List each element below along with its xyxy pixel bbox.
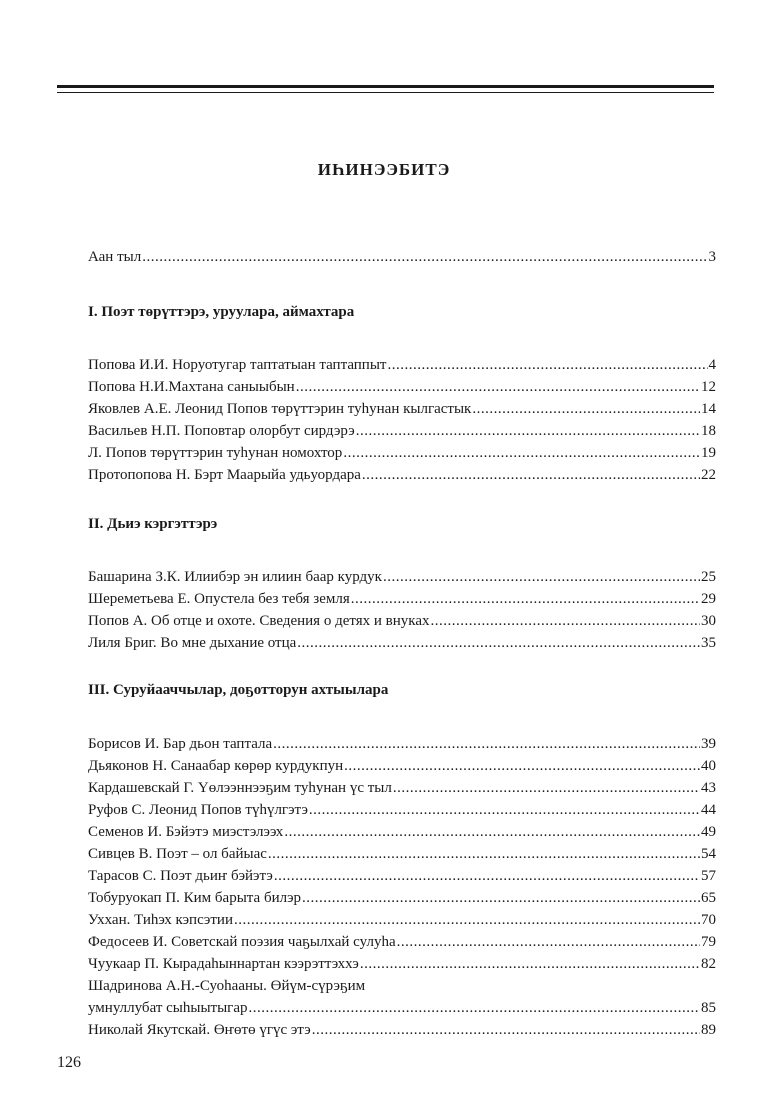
dot-leader: [274, 865, 700, 887]
toc-entry: [88, 733, 716, 755]
toc-entry-text: Попова Н.И.Махтана саныыбын: [88, 379, 295, 395]
dot-leader: [268, 843, 700, 865]
toc-entry: [88, 632, 716, 654]
dot-leader: [430, 610, 700, 632]
toc-entry-text: Николай Якутскай. Өҥөтө үгүс этэ: [88, 1022, 311, 1038]
toc-entry: [88, 777, 716, 799]
dot-leader: [248, 997, 700, 1019]
dot-leader: [302, 887, 700, 909]
toc-entry-page: 12: [701, 379, 716, 395]
toc-entry: [88, 887, 716, 909]
toc-entry-page: 49: [701, 824, 716, 840]
toc-entry-page: 65: [701, 890, 716, 906]
dot-leader: [284, 821, 700, 843]
toc-entry-text: Лиля Бриг. Во мне дыхание отца: [88, 635, 297, 651]
dot-leader: [273, 733, 700, 755]
toc-entry-text: Васильев Н.П. Поповтар олорбут сирдэрэ: [88, 423, 355, 439]
dot-leader: [397, 931, 700, 953]
toc-entry-page: 70: [701, 912, 716, 928]
dot-leader: [343, 442, 700, 464]
toc-entry-intro: [88, 246, 716, 268]
toc-entry: [88, 610, 716, 632]
dot-leader: [383, 566, 700, 588]
toc-entry-text: Тобуруокап П. Ким барыта билэр: [88, 890, 302, 906]
toc-entry-page: 35: [701, 635, 716, 651]
toc-entry-page: 22: [701, 467, 716, 483]
toc-entry-text: Шереметьева Е. Опустела без тебя земля: [88, 591, 350, 607]
toc-entry-text: Руфов С. Леонид Попов түһүлгэтэ: [88, 802, 308, 818]
toc-entry-page: 43: [701, 780, 716, 796]
toc-entry-text: Уххан. Тиһэх кэпсэтии: [88, 912, 233, 928]
toc-entry: [88, 843, 716, 865]
dot-leader: [309, 799, 700, 821]
toc-entry-text: Семенов И. Бэйэтэ миэстэлээх: [88, 824, 284, 840]
page-title: ИҺИНЭЭБИТЭ: [317, 160, 451, 179]
toc-entry-page: 82: [701, 956, 716, 972]
dot-leader: [472, 398, 700, 420]
section-heading-1: I. Поэт төрүттэрэ, уруулара, аймахтара: [88, 304, 355, 320]
toc-entry: [88, 376, 716, 398]
dot-leader: [356, 420, 700, 442]
toc-entry: [88, 566, 716, 588]
toc-entry-page: 57: [701, 868, 716, 884]
dot-leader: [234, 909, 700, 931]
toc-entry-text: Чуукаар П. Кырадаһыннартан кээрэттэххэ: [88, 956, 359, 972]
dot-leader: [393, 777, 700, 799]
dot-leader: [351, 588, 700, 610]
toc-entry-text: Протопопова Н. Бэрт Маарыйа удьуордара: [88, 467, 361, 483]
toc-entry: [88, 354, 716, 376]
toc-entry-text-line1: Шадринова А.Н.-Суоһааны. Өйүм-сүрэҕим: [88, 978, 366, 994]
toc-entry-text: Дьяконов Н. Санаабар көрөр курдукпун: [88, 758, 344, 774]
toc-entry-text: Попов А. Об отце и охоте. Сведения о детях и внуках: [88, 613, 430, 629]
toc-entry-text: Сивцев В. Поэт – ол байыас: [88, 846, 267, 862]
dot-leader: [297, 632, 700, 654]
toc-entry-page: 79: [701, 934, 716, 950]
section-heading-2: II. Дьиэ кэргэттэрэ: [88, 516, 218, 532]
header-rule-thick: [57, 85, 714, 88]
toc-entry-text: Кардашевскай Г. Үөлээннээҕим туһунан үс тыл: [88, 780, 392, 796]
dot-leader: [362, 464, 700, 486]
toc-entry: [88, 1019, 716, 1041]
toc-entry-page: 85: [701, 1000, 716, 1016]
toc-entry: [88, 997, 716, 1019]
toc-entry-page: 30: [701, 613, 716, 629]
dot-leader: [360, 953, 700, 975]
toc-entry-page: 40: [701, 758, 716, 774]
toc-entry-page: 44: [701, 802, 716, 818]
toc-entry-page: 4: [708, 357, 716, 373]
toc-entry: [88, 821, 716, 843]
toc-entry: [88, 865, 716, 887]
toc-entry: [88, 398, 716, 420]
toc-entry-text: Л. Попов төрүттэрин туһунан номохтор: [88, 445, 343, 461]
toc-entry-text: Аан тыл: [88, 249, 142, 265]
toc-entry-page: 39: [701, 736, 716, 752]
toc-entry-text: Тарасов С. Поэт дьиҥ бэйэтэ: [88, 868, 273, 884]
toc-entry: [88, 420, 716, 442]
toc-entry-text: Попова И.И. Норуотугар таптатыан таптаппыт: [88, 357, 387, 373]
toc-entry-page: 25: [701, 569, 716, 585]
table-of-contents: [88, 246, 716, 1041]
toc-entry-page: 18: [701, 423, 716, 439]
toc-entry-text-line2: умнуллубат сыһыытыгар: [88, 1000, 248, 1016]
toc-entry: [88, 588, 716, 610]
toc-entry: [88, 953, 716, 975]
toc-entry-page: 19: [701, 445, 716, 461]
toc-entry: [88, 464, 716, 486]
toc-entry-page: 54: [701, 846, 716, 862]
toc-entry: [88, 755, 716, 777]
toc-entry-text: Федосеев И. Советскай поэзия чаҕылхай сулуһа: [88, 934, 396, 950]
toc-entry-page: 29: [701, 591, 716, 607]
section-heading-3: III. Суруйааччылар, доҕотторун ахтыылара: [88, 682, 389, 698]
page-number: 126: [57, 1054, 81, 1071]
toc-entry-text: Яковлев А.Е. Леонид Попов төрүттэрин туһунан кылгастык: [88, 401, 472, 417]
toc-entry-page: 89: [701, 1022, 716, 1038]
toc-entry: [88, 442, 716, 464]
dot-leader: [344, 755, 700, 777]
dot-leader: [296, 376, 700, 398]
toc-entry-page: 3: [708, 249, 716, 265]
toc-entry-page: 14: [701, 401, 716, 417]
dot-leader: [142, 246, 707, 268]
header-rule-thin: [57, 92, 714, 93]
dot-leader: [387, 354, 707, 376]
toc-entry: [88, 931, 716, 953]
toc-entry-text: Башарина З.К. Илиибэр эн илиин баар курдук: [88, 569, 382, 585]
dot-leader: [312, 1019, 700, 1041]
toc-entry-text: Борисов И. Бар дьон таптала: [88, 736, 273, 752]
toc-entry: [88, 799, 716, 821]
toc-entry: [88, 909, 716, 931]
